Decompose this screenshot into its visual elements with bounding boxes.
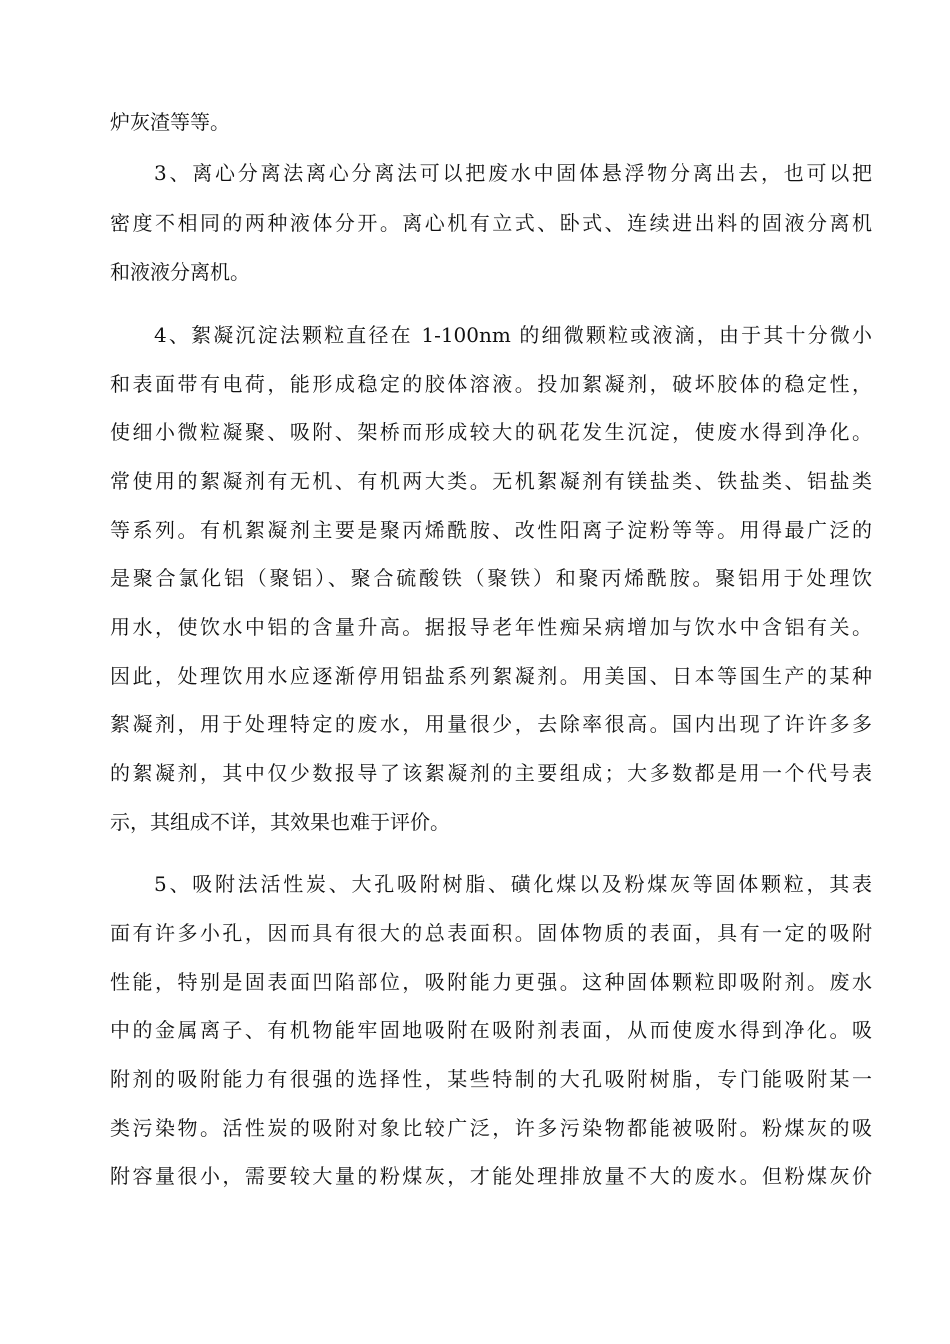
- paragraph-line: 常使用的絮凝剂有无机、有机两大类。无机絮凝剂有镁盐类、铁盐类、铝盐类: [110, 469, 872, 493]
- paragraph-line: 附容量很小，需要较大量的粉煤灰，才能处理排放量不大的废水。但粉煤灰价: [110, 1164, 872, 1188]
- paragraph-line: 絮凝剂，用于处理特定的废水，用量很少，去除率很高。国内出现了许许多多: [110, 712, 872, 736]
- paragraph-line: 5、吸附法活性炭、大孔吸附树脂、磺化煤以及粉煤灰等固体颗粒，其表: [154, 872, 872, 896]
- paragraph-line: 的絮凝剂，其中仅少数报导了该絮凝剂的主要组成；大多数都是用一个代号表: [110, 761, 872, 785]
- paragraph-line: 密度不相同的两种液体分开。离心机有立式、卧式、连续进出料的固液分离机: [110, 211, 872, 235]
- paragraph-line: 是聚合氯化铝（聚铝）、聚合硫酸铁（聚铁）和聚丙烯酰胺。聚铝用于处理饮: [110, 566, 872, 590]
- paragraph-line: 3、离心分离法离心分离法可以把废水中固体悬浮物分离出去，也可以把: [154, 161, 872, 185]
- paragraph-line: 等系列。有机絮凝剂主要是聚丙烯酰胺、改性阳离子淀粉等等。用得最广泛的: [110, 518, 872, 542]
- paragraph-line: 面有许多小孔，因而具有很大的总表面积。固体物质的表面，具有一定的吸附: [110, 921, 872, 945]
- paragraph-line: 因此，处理饮用水应逐渐停用铝盐系列絮凝剂。用美国、日本等国生产的某种: [110, 664, 872, 688]
- paragraph-line: 中的金属离子、有机物能牢固地吸附在吸附剂表面，从而使废水得到净化。吸: [110, 1018, 872, 1042]
- paragraph-line: 4、絮凝沉淀法颗粒直径在 1-100nm 的细微颗粒或液滴，由于其十分微小: [154, 323, 872, 347]
- paragraph-line: 用水，使饮水中铝的含量升高。据报导老年性痴呆病增加与饮水中含铝有关。: [110, 615, 872, 639]
- paragraph-line: 和表面带有电荷，能形成稳定的胶体溶液。投加絮凝剂，破坏胶体的稳定性，: [110, 372, 872, 396]
- paragraph-line: 类污染物。活性炭的吸附对象比较广泛，许多污染物都能被吸附。粉煤灰的吸: [110, 1116, 872, 1140]
- paragraph-line: 使细小微粒凝聚、吸附、架桥而形成较大的矾花发生沉淀，使废水得到净化。: [110, 420, 872, 444]
- paragraph-line: 附剂的吸附能力有很强的选择性，某些特制的大孔吸附树脂，专门能吸附某一: [110, 1067, 872, 1091]
- paragraph-line: 和液液分离机。: [110, 260, 250, 284]
- paragraph-line: 炉灰渣等等。: [110, 110, 230, 134]
- paragraph-line: 示，其组成不详，其效果也难于评价。: [110, 810, 450, 834]
- paragraph-line: 性能，特别是固表面凹陷部位，吸附能力更强。这种固体颗粒即吸附剂。废水: [110, 970, 872, 994]
